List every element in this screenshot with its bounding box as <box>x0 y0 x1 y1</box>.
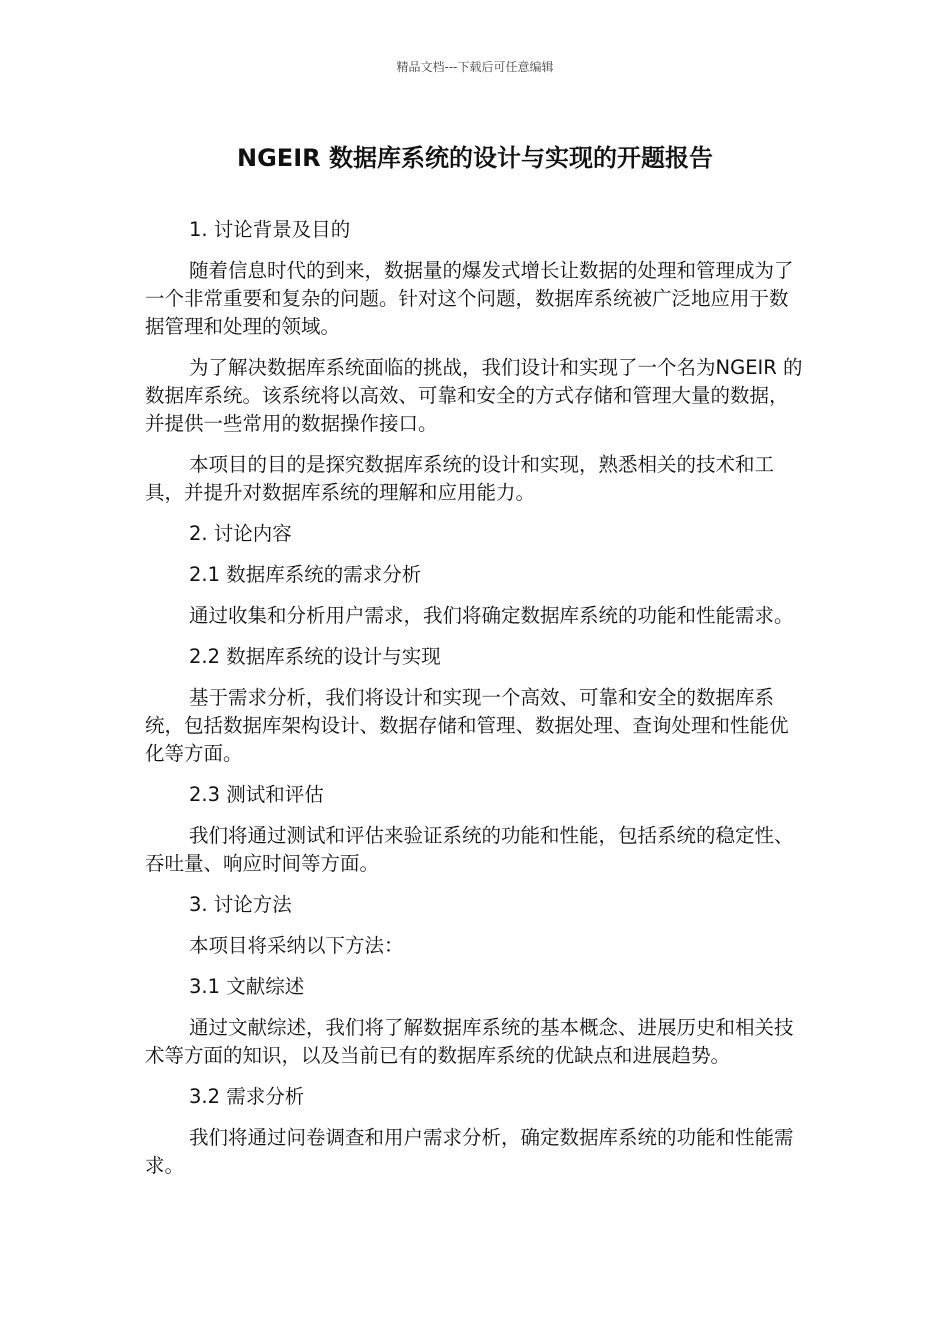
section-heading: 本项目将采纳以下方法： <box>189 934 404 957</box>
section-heading: 3.1 文献综述 <box>189 975 305 998</box>
section-heading: 2.2 数据库系统的设计与实现 <box>189 645 441 668</box>
body-paragraph: 随着信息时代的到来，数据量的爆发式增长让数据的处理和管理成为了一个非常重要和复杂的问题。针对这个问题，数据库系统被广泛地应用于数据管理和处理的领域。 <box>145 259 794 338</box>
section-heading: 2.1 数据库系统的需求分析 <box>189 563 422 586</box>
section-heading: 2. 讨论内容 <box>189 522 292 545</box>
document-title: NGEIR 数据库系统的设计与实现的开题报告 <box>237 144 713 172</box>
document-body <box>145 216 805 1193</box>
body-paragraph: 通过文献综述，我们将了解数据库系统的基本概念、进展历史和相关技术等方面的知识，以及当前已有的数据库系统的优缺点和进展趋势。 <box>145 1016 794 1067</box>
section-heading: 2.3 测试和评估 <box>189 783 324 806</box>
body-paragraph: 为了解决数据库系统面临的挑战，我们设计和实现了一个名为NGEIR 的数据库系统。该系统将以高效、可靠和安全的方式存储和管理大量的数据，并提供一些常用的数据操作接口。 <box>145 356 803 435</box>
section-heading: 3.2 需求分析 <box>189 1085 305 1108</box>
body-paragraph: 我们将通过问卷调查和用户需求分析，确定数据库系统的功能和性能需求。 <box>145 1126 794 1177</box>
body-paragraph: 我们将通过测试和评估来验证系统的功能和性能，包括系统的稳定性、吞吐量、响应时间等方面。 <box>145 824 794 875</box>
section-heading: 1. 讨论背景及目的 <box>189 218 351 241</box>
page-header: 精品文档---下载后可任意编辑 <box>396 60 554 74</box>
body-paragraph: 本项目的目的是探究数据库系统的设计和实现，熟悉相关的技术和工具，并提升对数据库系统的理解和应用能力。 <box>145 453 775 504</box>
section-heading: 3. 讨论方法 <box>189 893 292 916</box>
body-paragraph: 基于需求分析，我们将设计和实现一个高效、可靠和安全的数据库系统，包括数据库架构设计、数据存储和管理、数据处理、查询处理和性能优化等方面。 <box>145 686 789 765</box>
body-paragraph: 通过收集和分析用户需求，我们将确定数据库系统的功能和性能需求。 <box>189 604 794 627</box>
